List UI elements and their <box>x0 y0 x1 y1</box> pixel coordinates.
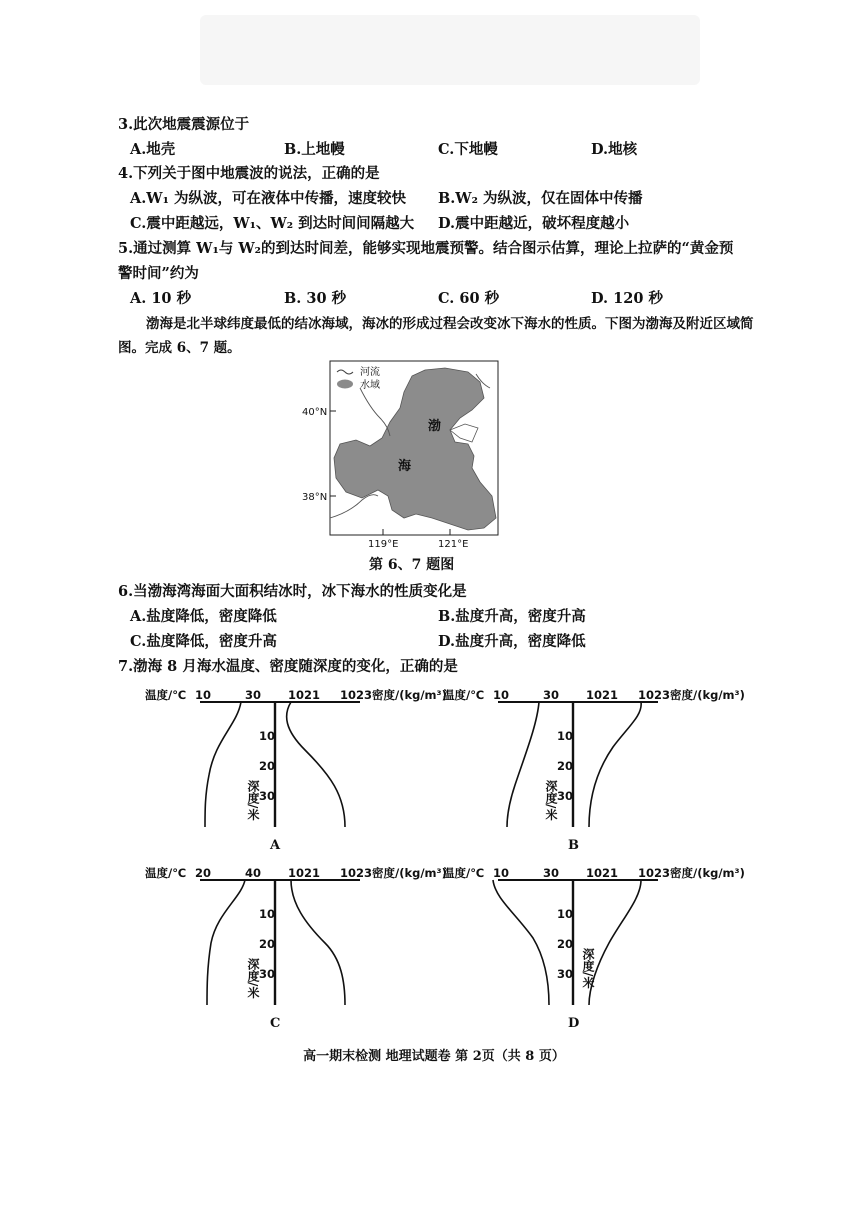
depth-tick-10: 10 <box>557 907 574 921</box>
legend-river-label: 河流 <box>360 367 380 378</box>
density-axis-label: 1023密度/(kg/m³) <box>638 688 745 702</box>
density-1021-tick: 1021 <box>288 866 321 880</box>
q4-option-b: B.W₂ 为纵波，仅在固体中传播 <box>438 190 643 207</box>
q5-stem-line1: 5.通过测算 W₁与 W₂的到达时间差，能够实现地震预警。结合图示估算，理论上拉萨的“黄金预 <box>118 240 734 257</box>
graph-b <box>443 685 743 845</box>
graph-d-letter: D <box>568 1016 580 1031</box>
lon119-label: 119°E <box>368 539 399 550</box>
q3-stem: 3.此次地震震源位于 <box>118 116 250 133</box>
temp-axis-label: 温度/℃ <box>443 688 485 702</box>
depth-tick-20: 20 <box>557 759 574 773</box>
q5-option-a: A. 10 秒 <box>130 290 192 307</box>
q4-option-a: A.W₁ 为纵波，可在液体中传播，速度较快 <box>130 190 406 207</box>
map-label-hai: 海 <box>398 459 412 474</box>
page-footer: 高一期末检测 地理试题卷 第 2页（共 8 页） <box>303 1049 565 1064</box>
q6-option-a: A.盐度降低，密度降低 <box>130 608 277 625</box>
graph-c-depth-label: 深度/米 <box>246 958 260 999</box>
density-axis-label: 1023密度/(kg/m³) <box>340 688 447 702</box>
density-curve <box>287 702 345 827</box>
depth-tick-20: 20 <box>259 759 276 773</box>
temp-high-tick: 30 <box>543 866 560 880</box>
graph-b-letter: B <box>568 838 579 853</box>
temp-low-tick: 10 <box>493 866 510 880</box>
graph-d-depth-label: 深度/米 <box>581 948 595 989</box>
q3-option-c: C.下地幔 <box>438 141 498 158</box>
density-1021-tick: 1021 <box>586 688 619 702</box>
q6-option-b: B.盐度升高，密度升高 <box>438 608 586 625</box>
q5-option-b: B. 30 秒 <box>284 290 347 307</box>
depth-tick-30: 30 <box>259 967 276 981</box>
graph-b-depth-label: 深度/米 <box>544 780 558 821</box>
q4-option-c: C.震中距越远，W₁、W₂ 到达时间间隔越大 <box>130 215 415 232</box>
q6-stem: 6.当渤海湾海面大面积结冰时，冰下海水的性质变化是 <box>118 583 467 600</box>
temperature-curve <box>205 702 241 827</box>
q4-option-d: D.震中距越近，破坏程度越小 <box>438 215 630 232</box>
temp-low-tick: 10 <box>195 688 212 702</box>
temperature-curve <box>493 880 549 1005</box>
depth-tick-20: 20 <box>259 937 276 951</box>
depth-tick-30: 30 <box>557 789 574 803</box>
temp-axis-label: 温度/℃ <box>145 866 187 880</box>
depth-tick-10: 10 <box>557 729 574 743</box>
temp-high-tick: 30 <box>543 688 560 702</box>
water-legend-icon <box>337 380 353 389</box>
lon121-label: 121°E <box>438 539 469 550</box>
temp-high-tick: 40 <box>245 866 262 880</box>
temp-low-tick: 20 <box>195 866 212 880</box>
temp-axis-label: 温度/℃ <box>443 866 485 880</box>
graph-a-depth-label: 深度/米 <box>246 780 260 821</box>
bohai-map <box>300 358 520 550</box>
graph-a <box>145 685 445 845</box>
depth-tick-10: 10 <box>259 729 276 743</box>
q6-option-d: D.盐度升高，密度降低 <box>438 633 586 650</box>
depth-tick-30: 30 <box>259 789 276 803</box>
q3-option-b: B.上地幔 <box>284 141 345 158</box>
legend-water-label: 水域 <box>360 380 380 391</box>
lat38-label: 38°N <box>302 492 328 503</box>
depth-tick-20: 20 <box>557 937 574 951</box>
graph-a-letter: A <box>270 838 281 853</box>
graph-c-letter: C <box>270 1016 281 1031</box>
temp-axis-label: 温度/℃ <box>145 688 187 702</box>
q5-stem-line2: 警时间”约为 <box>118 265 199 282</box>
q5-option-d: D. 120 秒 <box>591 290 663 307</box>
graph-c <box>145 863 445 1023</box>
density-curve <box>589 702 641 827</box>
q7-stem: 7.渤海 8 月海水温度、密度随深度的变化，正确的是 <box>118 658 458 675</box>
density-1021-tick: 1021 <box>586 866 619 880</box>
temp-high-tick: 30 <box>245 688 262 702</box>
q3-option-d: D.地核 <box>591 141 638 158</box>
intro-paragraph: 渤海是北半球纬度最低的结冰海域，海冰的形成过程会改变冰下海水的性质。下图为渤海及附近区域简图。完成 6、7 题。 <box>118 316 754 356</box>
q4-stem: 4.下列关于图中地震波的说法，正确的是 <box>118 165 380 182</box>
q3-option-a: A.地壳 <box>130 141 176 158</box>
map-caption: 第 6、7 题图 <box>369 557 455 573</box>
depth-tick-10: 10 <box>259 907 276 921</box>
header-smudge <box>200 15 700 85</box>
density-curve <box>291 880 345 1005</box>
map-label-bo: 渤 <box>428 419 442 434</box>
q5-option-c: C. 60 秒 <box>438 290 500 307</box>
depth-tick-30: 30 <box>557 967 574 981</box>
density-axis-label: 1023密度/(kg/m³) <box>638 866 745 880</box>
temperature-curve <box>507 702 539 827</box>
q6-option-c: C.盐度降低，密度升高 <box>130 633 277 650</box>
lat40-label: 40°N <box>302 407 328 418</box>
density-axis-label: 1023密度/(kg/m³) <box>340 866 447 880</box>
temperature-curve <box>207 880 245 1005</box>
temp-low-tick: 10 <box>493 688 510 702</box>
graph-d <box>443 863 743 1023</box>
density-1021-tick: 1021 <box>288 688 321 702</box>
